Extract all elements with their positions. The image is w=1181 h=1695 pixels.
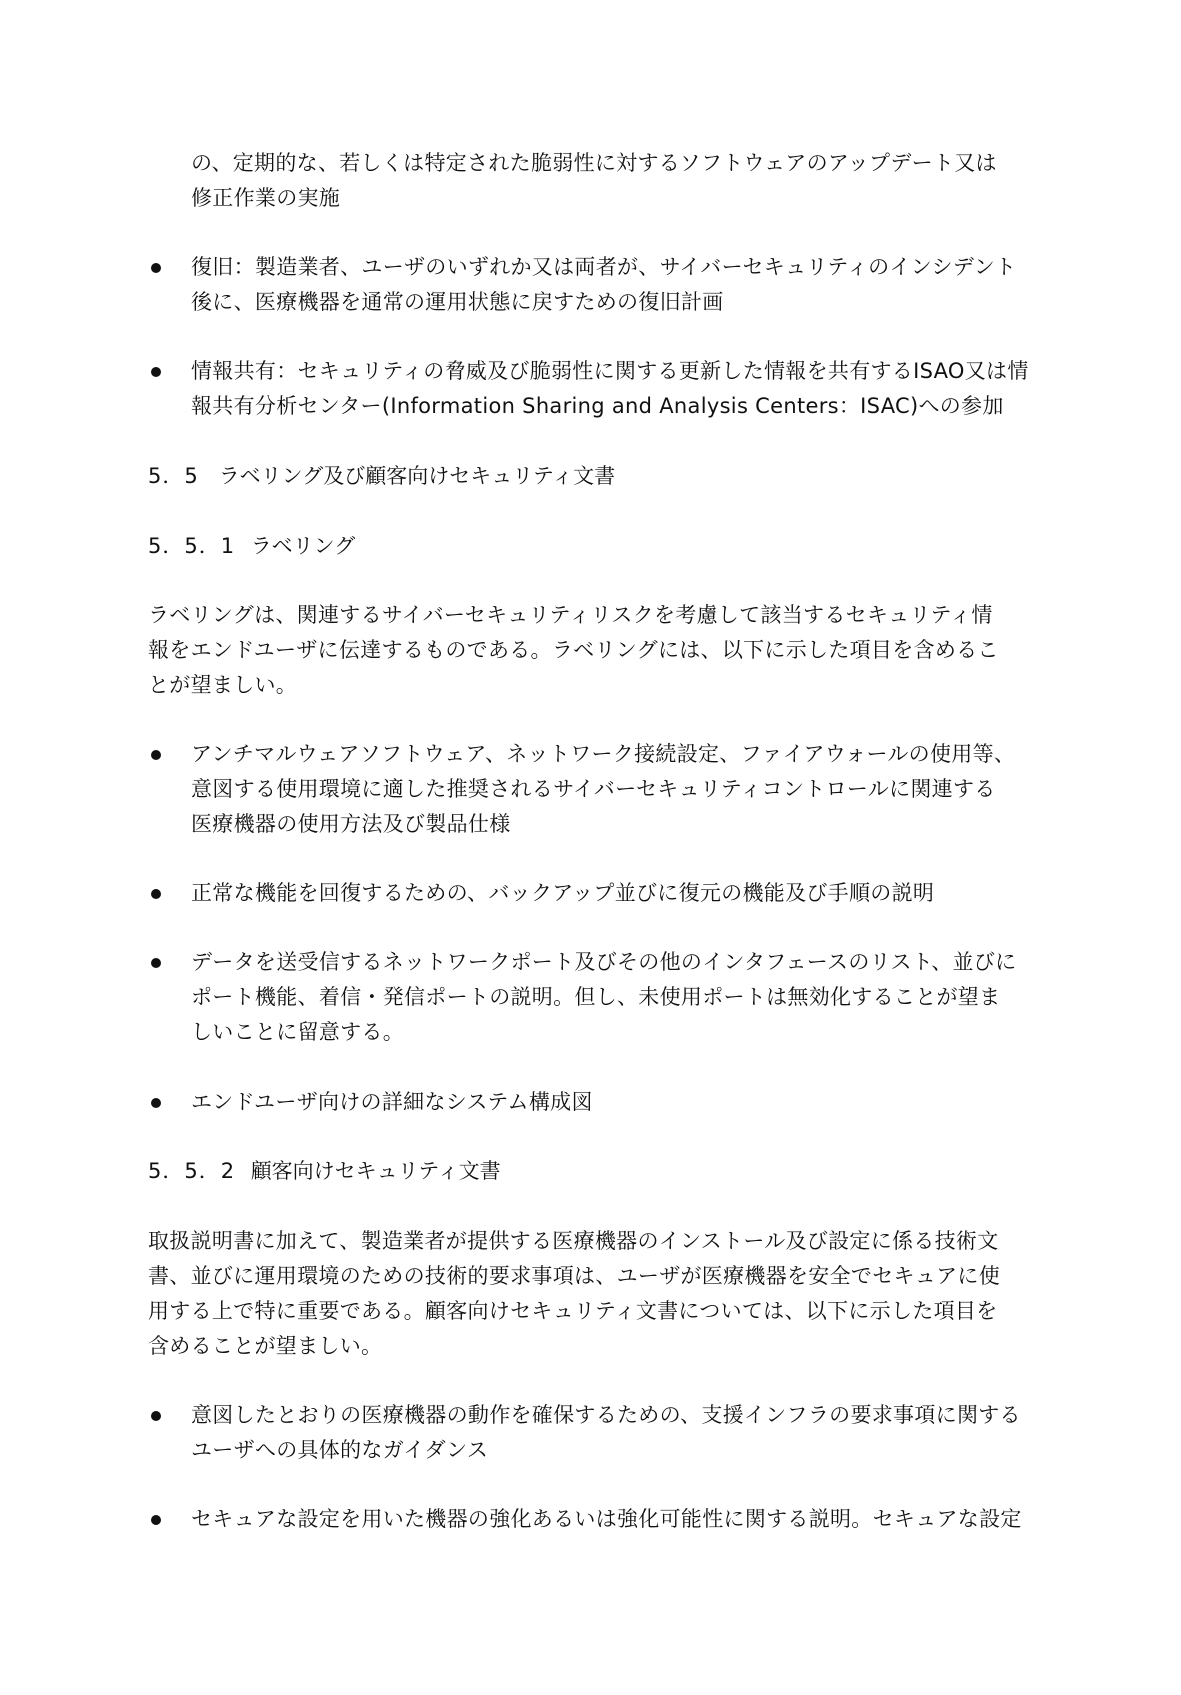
text-line: データを送受信するネットワークポート及びその他のインタフェースのリスト、並びに	[191, 950, 1017, 974]
text-line: 報をエンドユーザに伝達するものである。ラベリングには、以下に示した項目を含めるこ	[148, 638, 999, 662]
bullet-labeling-1	[148, 737, 1077, 842]
bullet-recovery	[148, 250, 1077, 320]
text-line: エンドユーザ向けの詳細なシステム構成図	[191, 1090, 593, 1114]
bullet-labeling-4	[148, 1085, 1077, 1120]
section-title: ラベリング	[250, 534, 356, 558]
bullet-dot-icon	[151, 889, 161, 899]
bullet-dot-icon	[151, 958, 161, 968]
bullet-dot-icon	[151, 367, 161, 377]
section-number: 5．5	[148, 464, 199, 488]
text-line: 後に、医療機器を通常の運用状態に戻すための復旧計画	[191, 290, 724, 314]
bullet-dot-icon	[151, 1515, 161, 1525]
bullet-dot-icon	[151, 263, 161, 273]
text-line: アンチマルウェアソフトウェア、ネットワーク接続設定、ファイアウォールの使用等、	[191, 742, 1016, 766]
bullet-information-sharing	[148, 354, 1077, 424]
bullet-dot-icon	[151, 1411, 161, 1421]
text-line: ポート機能、着信・発信ポートの説明。但し、未使用ポートは無効化することが望ま	[191, 985, 1001, 1009]
text-line: 含めることが望ましい。	[148, 1334, 383, 1358]
text-line: しいことに留意する。	[191, 1020, 404, 1044]
text-line: 修正作業の実施	[191, 186, 341, 210]
bullet-customer-docs-2	[148, 1502, 1077, 1537]
text-line: 報共有分析センター(Information Sharing and Analysis Centers：ISAC)への参加	[191, 394, 1004, 418]
section-title: 顧客向けセキュリティ文書	[250, 1159, 501, 1183]
text-line: 医療機器の使用方法及び製品仕様	[191, 812, 511, 836]
text-line: 情報共有：セキュリティの脅威及び脆弱性に関する更新した情報を共有するISAO又は情	[191, 359, 1029, 383]
bullet-dot-icon	[151, 750, 161, 760]
paragraph-customer-docs	[148, 1224, 1034, 1364]
text-line: 書、並びに運用環境のための技術的要求事項は、ユーザが医療機器を安全でセキュアに使	[148, 1264, 1000, 1288]
text-line: の、定期的な、若しくは特定された脆弱性に対するソフトウェアのアップデート又は	[191, 151, 997, 175]
paragraph-labeling	[148, 598, 1034, 703]
text-line: 意図したとおりの医療機器の動作を確保するための、支援インフラの要求事項に関する	[191, 1403, 1021, 1427]
bullet-labeling-3	[148, 945, 1077, 1050]
text-line: 用する上で特に重要である。顧客向けセキュリティ文書については、以下に示した項目を	[148, 1299, 998, 1323]
section-heading-5-5	[148, 459, 615, 494]
text-line: セキュアな設定を用いた機器の強化あるいは強化可能性に関する説明。セキュアな設定	[191, 1507, 1022, 1531]
section-number: 5．5．1	[148, 534, 236, 558]
bullet-dot-icon	[151, 1098, 161, 1108]
bullet-labeling-2	[148, 876, 1077, 911]
section-heading-5-5-1	[148, 529, 355, 564]
text-line: 取扱説明書に加えて、製造業者が提供する医療機器のインストール及び設定に係る技術文	[148, 1229, 999, 1253]
section-number: 5．5．2	[148, 1159, 236, 1183]
text-line: ラベリングは、関連するサイバーセキュリティリスクを考慮して該当するセキュリティ情	[148, 603, 993, 627]
text-line: 意図する使用環境に適した推奨されるサイバーセキュリティコントロールに関連する	[191, 777, 996, 801]
bullet-continuation	[148, 146, 1077, 216]
text-line: 復旧：製造業者、ユーザのいずれか又は両者が、サイバーセキュリティのインシデント	[191, 255, 1017, 279]
text-line: 正常な機能を回復するための、バックアップ並びに復元の機能及び手順の説明	[191, 881, 935, 905]
text-line: とが望ましい。	[148, 673, 298, 697]
section-heading-5-5-2	[148, 1154, 501, 1189]
section-title: ラベリング及び顧客向けセキュリティ文書	[218, 464, 616, 488]
bullet-customer-docs-1	[148, 1398, 1077, 1468]
text-line: ユーザへの具体的なガイダンス	[191, 1438, 489, 1462]
